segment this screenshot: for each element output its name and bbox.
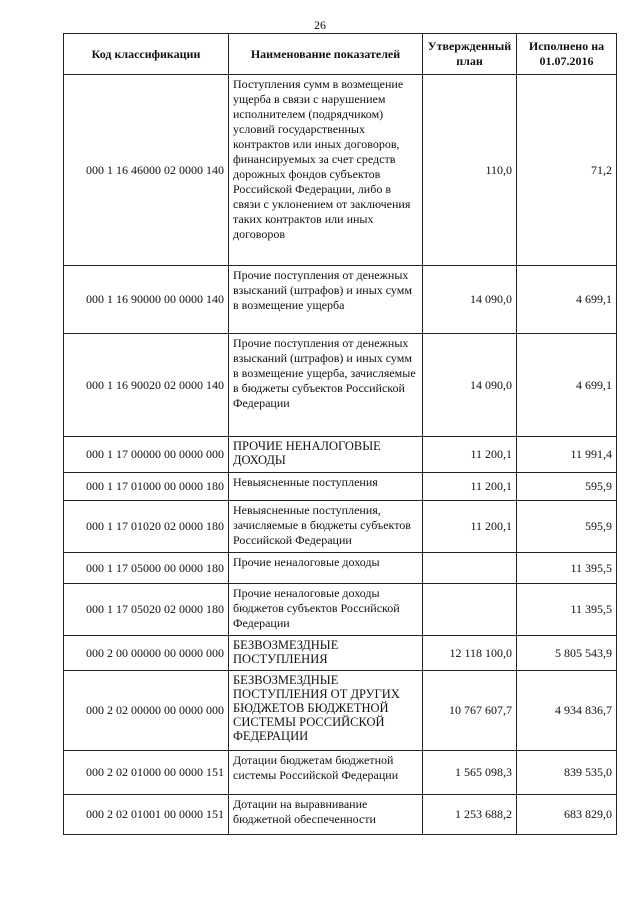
cell-done: 595,9 (517, 473, 617, 501)
table-row (64, 751, 617, 795)
header-code: Код классификации (64, 34, 229, 75)
cell-plan: 12 118 100,0 (423, 636, 517, 671)
table-row (64, 553, 617, 584)
table-row (64, 437, 617, 473)
cell-code: 000 2 02 01000 00 0000 151 (64, 751, 229, 795)
cell-name: Дотации бюджетам бюджетной системы Российской Федерации (229, 751, 423, 795)
cell-done: 11 395,5 (517, 584, 617, 636)
table-row (64, 334, 617, 437)
cell-plan: 110,0 (423, 75, 517, 266)
cell-done: 683 829,0 (517, 795, 617, 835)
cell-code: 000 1 17 05020 02 0000 180 (64, 584, 229, 636)
cell-plan: 10 767 607,7 (423, 671, 517, 751)
cell-code: 000 1 17 00000 00 0000 000 (64, 437, 229, 473)
cell-name: Прочие поступления от денежных взысканий (штрафов) и иных сумм в возмещение ущерба (229, 266, 423, 334)
cell-code: 000 1 17 01000 00 0000 180 (64, 473, 229, 501)
cell-code: 000 1 16 46000 02 0000 140 (64, 75, 229, 266)
cell-done: 11 395,5 (517, 553, 617, 584)
cell-name: Невыясненные поступления, зачисляемые в бюджеты субъектов Российской Федерации (229, 501, 423, 553)
cell-plan: 14 090,0 (423, 334, 517, 437)
cell-done: 4 934 836,7 (517, 671, 617, 751)
cell-name: Прочие неналоговые доходы (229, 553, 423, 584)
table-header-row (64, 34, 617, 75)
cell-name: Прочие поступления от денежных взысканий (штрафов) и иных сумм в возмещение ущерба, зачисляемые в бюджеты субъектов Российской Федерации (229, 334, 423, 437)
cell-plan (423, 553, 517, 584)
cell-code: 000 1 16 90000 00 0000 140 (64, 266, 229, 334)
cell-done: 11 991,4 (517, 437, 617, 473)
table-row (64, 795, 617, 835)
cell-code: 000 1 16 90020 02 0000 140 (64, 334, 229, 437)
header-plan: Утвержденный план (423, 34, 517, 75)
table-row (64, 584, 617, 636)
cell-name: Дотации на выравнивание бюджетной обеспеченности (229, 795, 423, 835)
table-row (64, 501, 617, 553)
cell-code: 000 2 00 00000 00 0000 000 (64, 636, 229, 671)
cell-done: 839 535,0 (517, 751, 617, 795)
cell-name: Невыясненные поступления (229, 473, 423, 501)
table-row (64, 473, 617, 501)
cell-done: 4 699,1 (517, 334, 617, 437)
table-row (64, 671, 617, 751)
header-name: Наименование показателей (229, 34, 423, 75)
cell-plan: 11 200,1 (423, 473, 517, 501)
table-row (64, 636, 617, 671)
cell-plan: 11 200,1 (423, 501, 517, 553)
cell-name: ПРОЧИЕ НЕНАЛОГОВЫЕ ДОХОДЫ (229, 437, 423, 473)
table-row (64, 75, 617, 266)
cell-done: 71,2 (517, 75, 617, 266)
page-number: 26 (314, 18, 326, 32)
cell-name: БЕЗВОЗМЕЗДНЫЕ ПОСТУПЛЕНИЯ (229, 636, 423, 671)
cell-code: 000 1 17 01020 02 0000 180 (64, 501, 229, 553)
budget-table (63, 33, 617, 835)
cell-name: Поступления сумм в возмещение ущерба в связи с нарушением исполнителем (подрядчиком) условий государственных контрактов или иных договоров, финансируемых за счет средств дорожных фондов субъектов Российской Федерации, либо в связи с уклонением от заключения таких контрактов или иных договоров (229, 75, 423, 266)
cell-plan: 14 090,0 (423, 266, 517, 334)
cell-done: 4 699,1 (517, 266, 617, 334)
table-row (64, 266, 617, 334)
cell-plan (423, 584, 517, 636)
cell-code: 000 2 02 00000 00 0000 000 (64, 671, 229, 751)
cell-plan: 1 253 688,2 (423, 795, 517, 835)
header-done: Исполнено на 01.07.2016 (517, 34, 617, 75)
cell-plan: 11 200,1 (423, 437, 517, 473)
cell-done: 595,9 (517, 501, 617, 553)
cell-done: 5 805 543,9 (517, 636, 617, 671)
cell-name: Прочие неналоговые доходы бюджетов субъектов Российской Федерации (229, 584, 423, 636)
cell-name: БЕЗВОЗМЕЗДНЫЕ ПОСТУПЛЕНИЯ ОТ ДРУГИХ БЮДЖЕТОВ БЮДЖЕТНОЙ СИСТЕМЫ РОССИЙСКОЙ ФЕДЕРАЦИИ (229, 671, 423, 751)
cell-code: 000 1 17 05000 00 0000 180 (64, 553, 229, 584)
cell-plan: 1 565 098,3 (423, 751, 517, 795)
cell-code: 000 2 02 01001 00 0000 151 (64, 795, 229, 835)
